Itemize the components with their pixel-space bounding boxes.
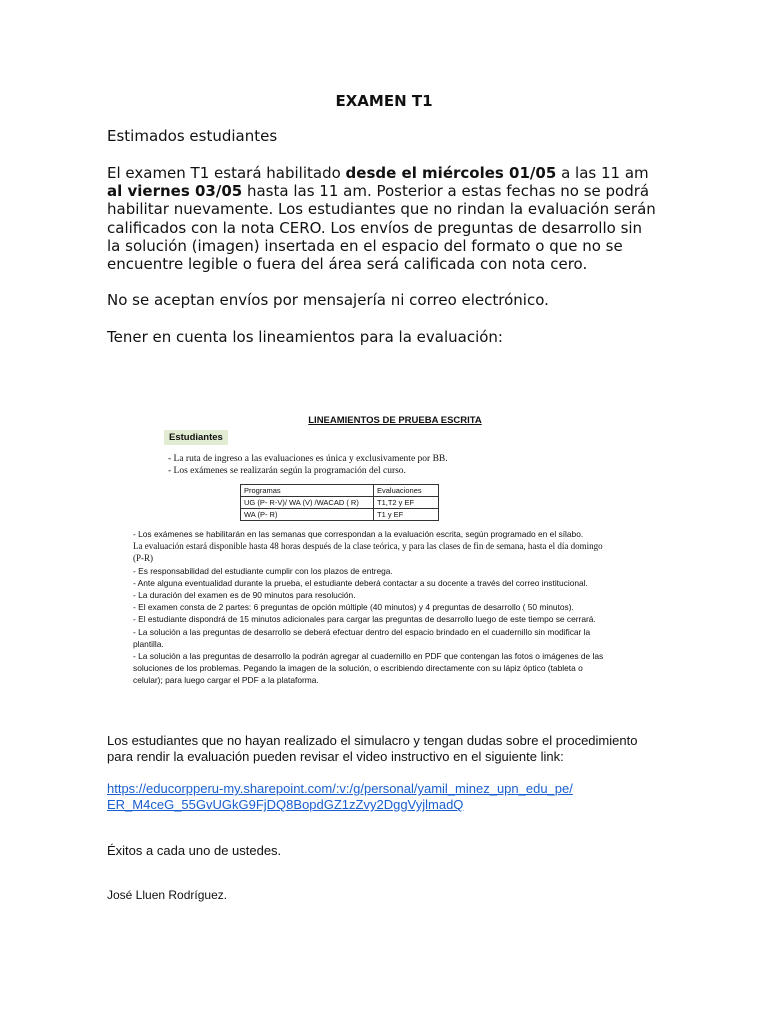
rule-line: - La solución a las preguntas de desarrollo se deberá efectuar dentro del espacio brindado en el cuadernillo sin modificar la [133,626,591,637]
guideline-bullet: - Los exámenes se realizarán según la programación del curso. [168,466,406,476]
end-date: al viernes 03/05 [107,182,243,201]
no-messaging-note: No se aceptan envíos por mensajería ni correo electrónico. [107,291,549,309]
exam-title: EXAMEN T1 [335,92,433,110]
table-cell: T1,T2 y EF [374,497,439,509]
rule-line: - Los exámenes se habilitarán en las semanas que correspondan a la evaluación escrita, según programado en el sílabo. [133,529,584,539]
guidelines-rules [133,528,657,687]
schedule-line-1: El examen T1 estará habilitado desde el miércoles 01/05 a las 11 am [107,164,649,182]
guidelines-image [130,410,660,700]
rule-line: - El examen consta de 2 partes: 6 preguntas de opción múltiple (40 minutos) y 4 preguntas de desarrollo ( 50 minutos). [133,602,574,613]
greeting: Estimados estudiantes [107,127,278,145]
rule-line: - Ante alguna eventualidad durante la prueba, el estudiante deberá contactar a su docente a través del correo institucional. [133,577,588,588]
table-header-row [241,485,439,497]
schedule-line-6: encuentre legible o fuera del área será calificada con nota cero. [107,255,588,274]
video-link-block [107,781,707,813]
table-cell: WA (P- R) [241,509,374,521]
table-row [241,509,439,521]
video-instructions-link[interactable]: https://educorpperu-my.sharepoint.com/:v:/g/personal/yamil_minez_upn_edu_pe/ ER_M4ceG_55GvUGkG9FjDQ8BopdGZ1zZvy2DggVyjlmadQ [107,781,573,812]
rule-line: celular); para luego cargar el PDF a la plataforma. [133,675,319,686]
guidelines-title: LINEAMIENTOS DE PRUEBA ESCRITA [308,415,482,426]
guideline-bullet: - La ruta de ingreso a las evaluaciones es única y exclusivamente por BB. [168,454,448,464]
exam-schedule-paragraph [107,164,677,273]
rule-line: - La solución a las preguntas de desarrollo la podrán agregar al cuadernillo en PDF que contengan las fotos o imágenes de las [133,651,604,662]
guidelines-intro: Tener en cuenta los lineamientos para la evaluación: [107,328,503,346]
table-header: Programas [241,485,374,497]
rule-line: - El estudiante dispondrá de 15 minutos adicionales para cargar las preguntas de desarrollo luego de este tiempo se cerrará. [133,614,596,625]
rule-line: - Es responsabilidad del estudiante cumplir con los plazos de entrega. [133,565,393,576]
programs-table [240,484,439,521]
table-cell: T1 y EF [374,509,439,521]
schedule-line-2: al viernes 03/05 hasta las 11 am. Posterior a estas fechas no se podrá [107,182,650,201]
rule-line: soluciones de los problemas. Pegando la imagen de la solución, o escribiendo directamente con su lápiz óptico (tableta o [133,663,583,674]
table-header: Evaluaciones [374,485,439,497]
simulation-note: Los estudiantes que no hayan realizado el simulacro y tengan dudas sobre el procedimiento para rendir la evaluación pueden revisar el video instructivo en el siguiente link: [107,733,638,764]
table-row [241,497,439,509]
closing-wishes: Éxitos a cada uno de ustedes. [107,843,282,858]
start-date: desde el miércoles 01/05 [345,164,557,182]
rule-line: - La duración del examen es de 90 minutos para resolución. [133,590,356,601]
schedule-line-3: habilitar nuevamente. Los estudiantes que no rindan la evaluación serán [107,200,656,219]
signature: José Lluen Rodríguez. [107,888,228,902]
schedule-line-5: la solución (imagen) insertada en el espacio del formato o que no se [107,236,623,255]
rule-line: plantilla. [133,638,164,649]
students-section-label: Estudiantes [164,430,228,445]
rule-line: (P-R) [133,553,153,564]
schedule-line-4: calificados con la nota CERO. Los envíos de preguntas de desarrollo sin [107,218,643,237]
table-cell: UG (P- R-V)/ WA (V) /WACAD ( R) [241,497,374,509]
rule-line: La evaluación estará disponible hasta 48 horas después de la clase teórica, y para las clases de fin de semana, hasta el día domingo [133,541,603,552]
